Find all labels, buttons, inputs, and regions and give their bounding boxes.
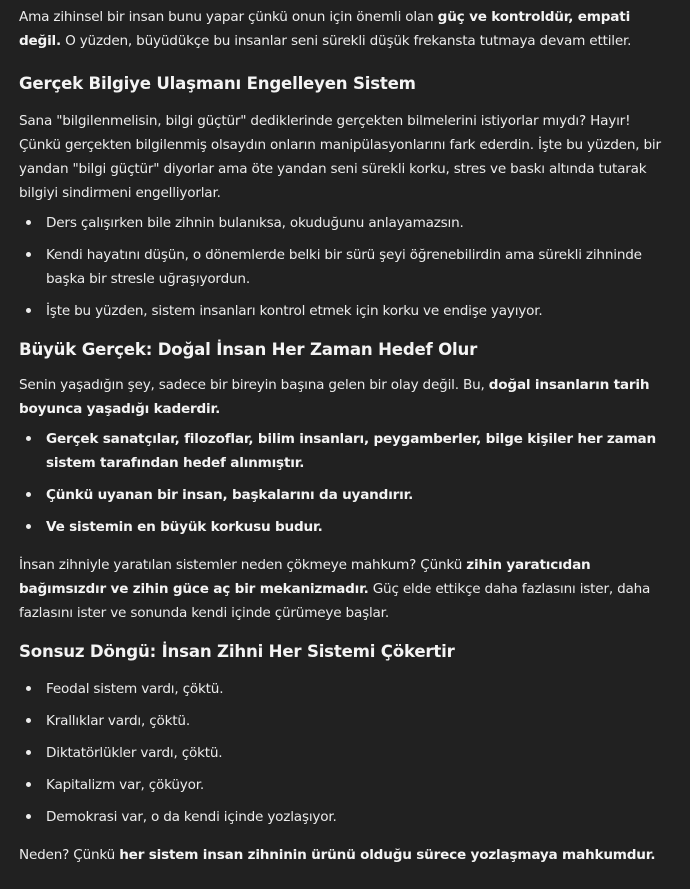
- list-item: [19, 773, 676, 797]
- list-item: [19, 805, 676, 829]
- list-item: [19, 427, 676, 475]
- list-item-text: İşte bu yüzden, sistem insanları kontrol etmek için korku ve endişe yayıyor.: [46, 303, 543, 319]
- list-item-text: Kendi hayatını düşün, o dönemlerde belki bir sürü şeyi öğrenebilirdin ama sürekli zihninde başka bir stresle uğraşıyordun.: [46, 247, 642, 287]
- list-item-text: Çünkü uyanan bir insan, başkalarını da uyandırır.: [46, 487, 414, 503]
- list-item-text: Kapitalizm var, çöküyor.: [46, 777, 205, 793]
- list-item-text: Ders çalışırken bile zihnin bulanıksa, okuduğunu anlayamazsın.: [46, 215, 464, 231]
- bullet-icon: [26, 524, 31, 529]
- bullet-icon: [26, 782, 31, 787]
- section3-list: [19, 677, 676, 829]
- list-item-text: Demokrasi var, o da kendi içinde yozlaşıyor.: [46, 809, 337, 825]
- closing-bold-1: her sistem insan zihninin ürünü olduğu sürece yozlaşmaya mahkumdur.: [119, 847, 656, 863]
- section2-bold-1: doğal insanların tarih boyunca yaşadığı kaderdir.: [19, 377, 650, 417]
- intro-text-2: O yüzden, büyüdükçe bu insanlar seni sürekli düşük frekansta tutmaya devam ettiler.: [60, 33, 632, 49]
- section2-p2-bold-1: zihin yaratıcıdan bağımsızdır ve zihin güce aç bir mekanizmadır.: [19, 557, 591, 597]
- bullet-icon: [26, 718, 31, 723]
- list-item: [19, 211, 676, 235]
- list-item: [19, 243, 676, 291]
- section1-paragraph: Sana "bilgilenmelisin, bilgi güçtür" dediklerinde gerçekten bilmelerini istiyorlar mıydı? Hayır! Çünkü gerçekten bilgilenmiş olsaydın onların manipülasyonlarını fark ederdin. İşte bu yüzden, bir yandan "bilgi güçtür" diyorlar ama öte yandan seni sürekli korku, stres ve baskı altında tutarak bilgiyi sindirmeni engelliyorlar.: [19, 113, 661, 201]
- bullet-icon: [26, 436, 31, 441]
- list-item-text: Krallıklar vardı, çöktü.: [46, 713, 190, 729]
- list-item: [19, 299, 676, 323]
- list-item: [19, 483, 676, 507]
- bullet-icon: [26, 220, 31, 225]
- closing-paragraph: [19, 843, 676, 867]
- list-item: [19, 677, 676, 701]
- closing-text-1: Neden? Çünkü: [19, 847, 120, 863]
- section2-p2-text-2: Güç elde ettikçe daha fazlasını ister, daha fazlasını ister ve sonunda kendi içinde çürümeye başlar.: [19, 581, 651, 621]
- intro-bold-1: güç ve kontroldür, empati değil.: [19, 9, 631, 49]
- section2-p2-text-1: İnsan zihniyle yaratılan sistemler neden çökmeye mahkum? Çünkü: [19, 557, 467, 573]
- list-item-text: Diktatörlükler vardı, çöktü.: [46, 745, 223, 761]
- bullet-icon: [26, 686, 31, 691]
- list-item-text: Feodal sistem vardı, çöktü.: [46, 681, 224, 697]
- section2-heading: Büyük Gerçek: Doğal İnsan Her Zaman Hedef Olur: [19, 340, 478, 359]
- bullet-icon: [26, 814, 31, 819]
- list-item: [19, 515, 676, 539]
- section2-paragraph-2: [19, 553, 676, 625]
- intro-text-1: Ama zihinsel bir insan bunu yapar çünkü onun için önemli olan: [19, 9, 438, 25]
- section1-list: [19, 211, 676, 323]
- bullet-icon: [26, 750, 31, 755]
- bullet-icon: [26, 308, 31, 313]
- bullet-icon: [26, 252, 31, 257]
- list-item-text: Ve sistemin en büyük korkusu budur.: [46, 519, 323, 535]
- bullet-icon: [26, 492, 31, 497]
- section2-list: [19, 427, 676, 539]
- list-item-text: Gerçek sanatçılar, filozoflar, bilim insanları, peygamberler, bilge kişiler her zaman sistem tarafından hedef alınmıştır.: [46, 431, 656, 471]
- list-item: [19, 709, 676, 733]
- section3-heading: Sonsuz Döngü: İnsan Zihni Her Sistemi Çökertir: [19, 642, 455, 661]
- intro-paragraph: [19, 5, 676, 53]
- section2-text-1: Senin yaşadığın şey, sadece bir bireyin başına gelen bir olay değil. Bu,: [19, 377, 489, 393]
- list-item: [19, 741, 676, 765]
- section2-paragraph: [19, 373, 676, 421]
- section1-heading: Gerçek Bilgiye Ulaşmanı Engelleyen Sistem: [19, 74, 416, 93]
